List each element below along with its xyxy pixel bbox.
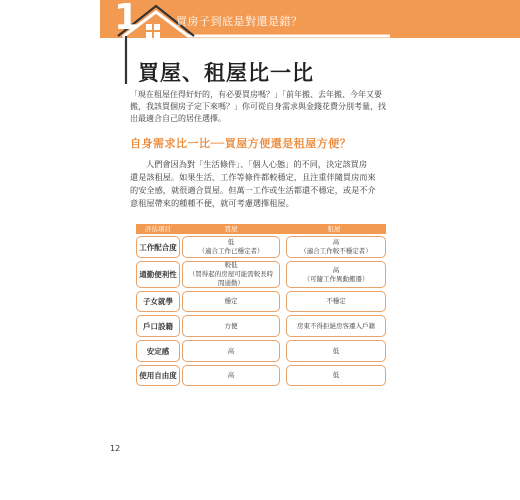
banner-title: 買房子到底是對還是錯？	[176, 15, 303, 28]
body-line: 的安全感，就很適合買屋。但萬一工作或生活都還不穩定，或是不介	[130, 185, 376, 195]
body-paragraph	[130, 158, 392, 210]
cell-text: （買得起的房屋可能需較長時	[188, 270, 274, 278]
header-rent: 租屋	[327, 225, 341, 233]
cell-text: 高	[227, 371, 235, 379]
cell-text: 低	[332, 346, 340, 355]
row-label: 安定感	[136, 340, 180, 362]
intro-line: 出最適合自己的居住選擇。	[130, 114, 226, 123]
intro-paragraph	[130, 89, 402, 125]
cell-text: 較低	[224, 261, 238, 269]
cell-buy	[182, 340, 280, 362]
cell-buy	[182, 236, 280, 258]
body-line: 還是該租屋。如果生活、工作等條件都較穩定，且注重伴隨買房而來	[130, 172, 376, 182]
page-number: 12	[110, 444, 121, 453]
cell-text: 高	[332, 238, 340, 246]
cell-buy	[182, 291, 280, 312]
cell-buy	[182, 261, 280, 288]
cell-rent	[286, 291, 386, 312]
cell-text: 方便	[224, 321, 238, 330]
cell-text: 房東不得拒絕房客遷入戶籍	[297, 321, 375, 330]
cell-rent	[286, 236, 386, 258]
chapter-number: 1	[114, 0, 140, 38]
row-label: 戶口設籍	[136, 315, 180, 337]
cell-rent	[286, 365, 386, 386]
cell-buy	[182, 315, 280, 337]
section-heading: 自身需求比一比──買屋方便還是租屋方便？	[130, 137, 352, 150]
row-label: 子女就學	[136, 291, 180, 312]
cell-text: 高	[332, 265, 340, 274]
intro-line: 「現在租屋住得好好的，有必要買房嗎？」「前年搬、去年搬、今年又要	[130, 90, 382, 99]
cell-text: 不穩定	[326, 297, 346, 305]
cell-text: （適合工作已穩定者）	[198, 247, 264, 255]
cell-rent	[286, 261, 386, 288]
row-label: 使用自由度	[136, 365, 180, 386]
body-line: 意租屋帶來的種種不便，就可考慮選擇租屋。	[130, 198, 294, 208]
intro-line: 搬，我該買個房子定下來嗎？」你可從自身需求與金錢花費分別考量，找	[130, 102, 386, 111]
row-label: 工作配合度	[136, 236, 180, 258]
cell-text: 低	[227, 238, 235, 246]
cell-text: 穩定	[224, 297, 238, 305]
window-icon	[146, 24, 160, 38]
cell-text: 低	[332, 371, 340, 379]
cell-text: 間通勤）	[218, 279, 244, 287]
cell-text: 高	[227, 346, 235, 355]
row-label: 通勤便利性	[136, 261, 180, 288]
cell-text: （適合工作較不穩定者）	[300, 247, 372, 255]
header-buy: 買屋	[224, 225, 238, 233]
cell-rent	[286, 315, 386, 337]
header-item: 評估項目	[145, 225, 171, 233]
page-title: 買屋、租屋比一比	[138, 61, 314, 85]
cell-text: （可隨工作異動搬遷）	[303, 274, 369, 283]
cell-buy	[182, 365, 280, 386]
body-line: 人們會因為對「生活條件」、「個人心態」的不同，決定該買房	[146, 159, 368, 169]
cell-rent	[286, 340, 386, 362]
